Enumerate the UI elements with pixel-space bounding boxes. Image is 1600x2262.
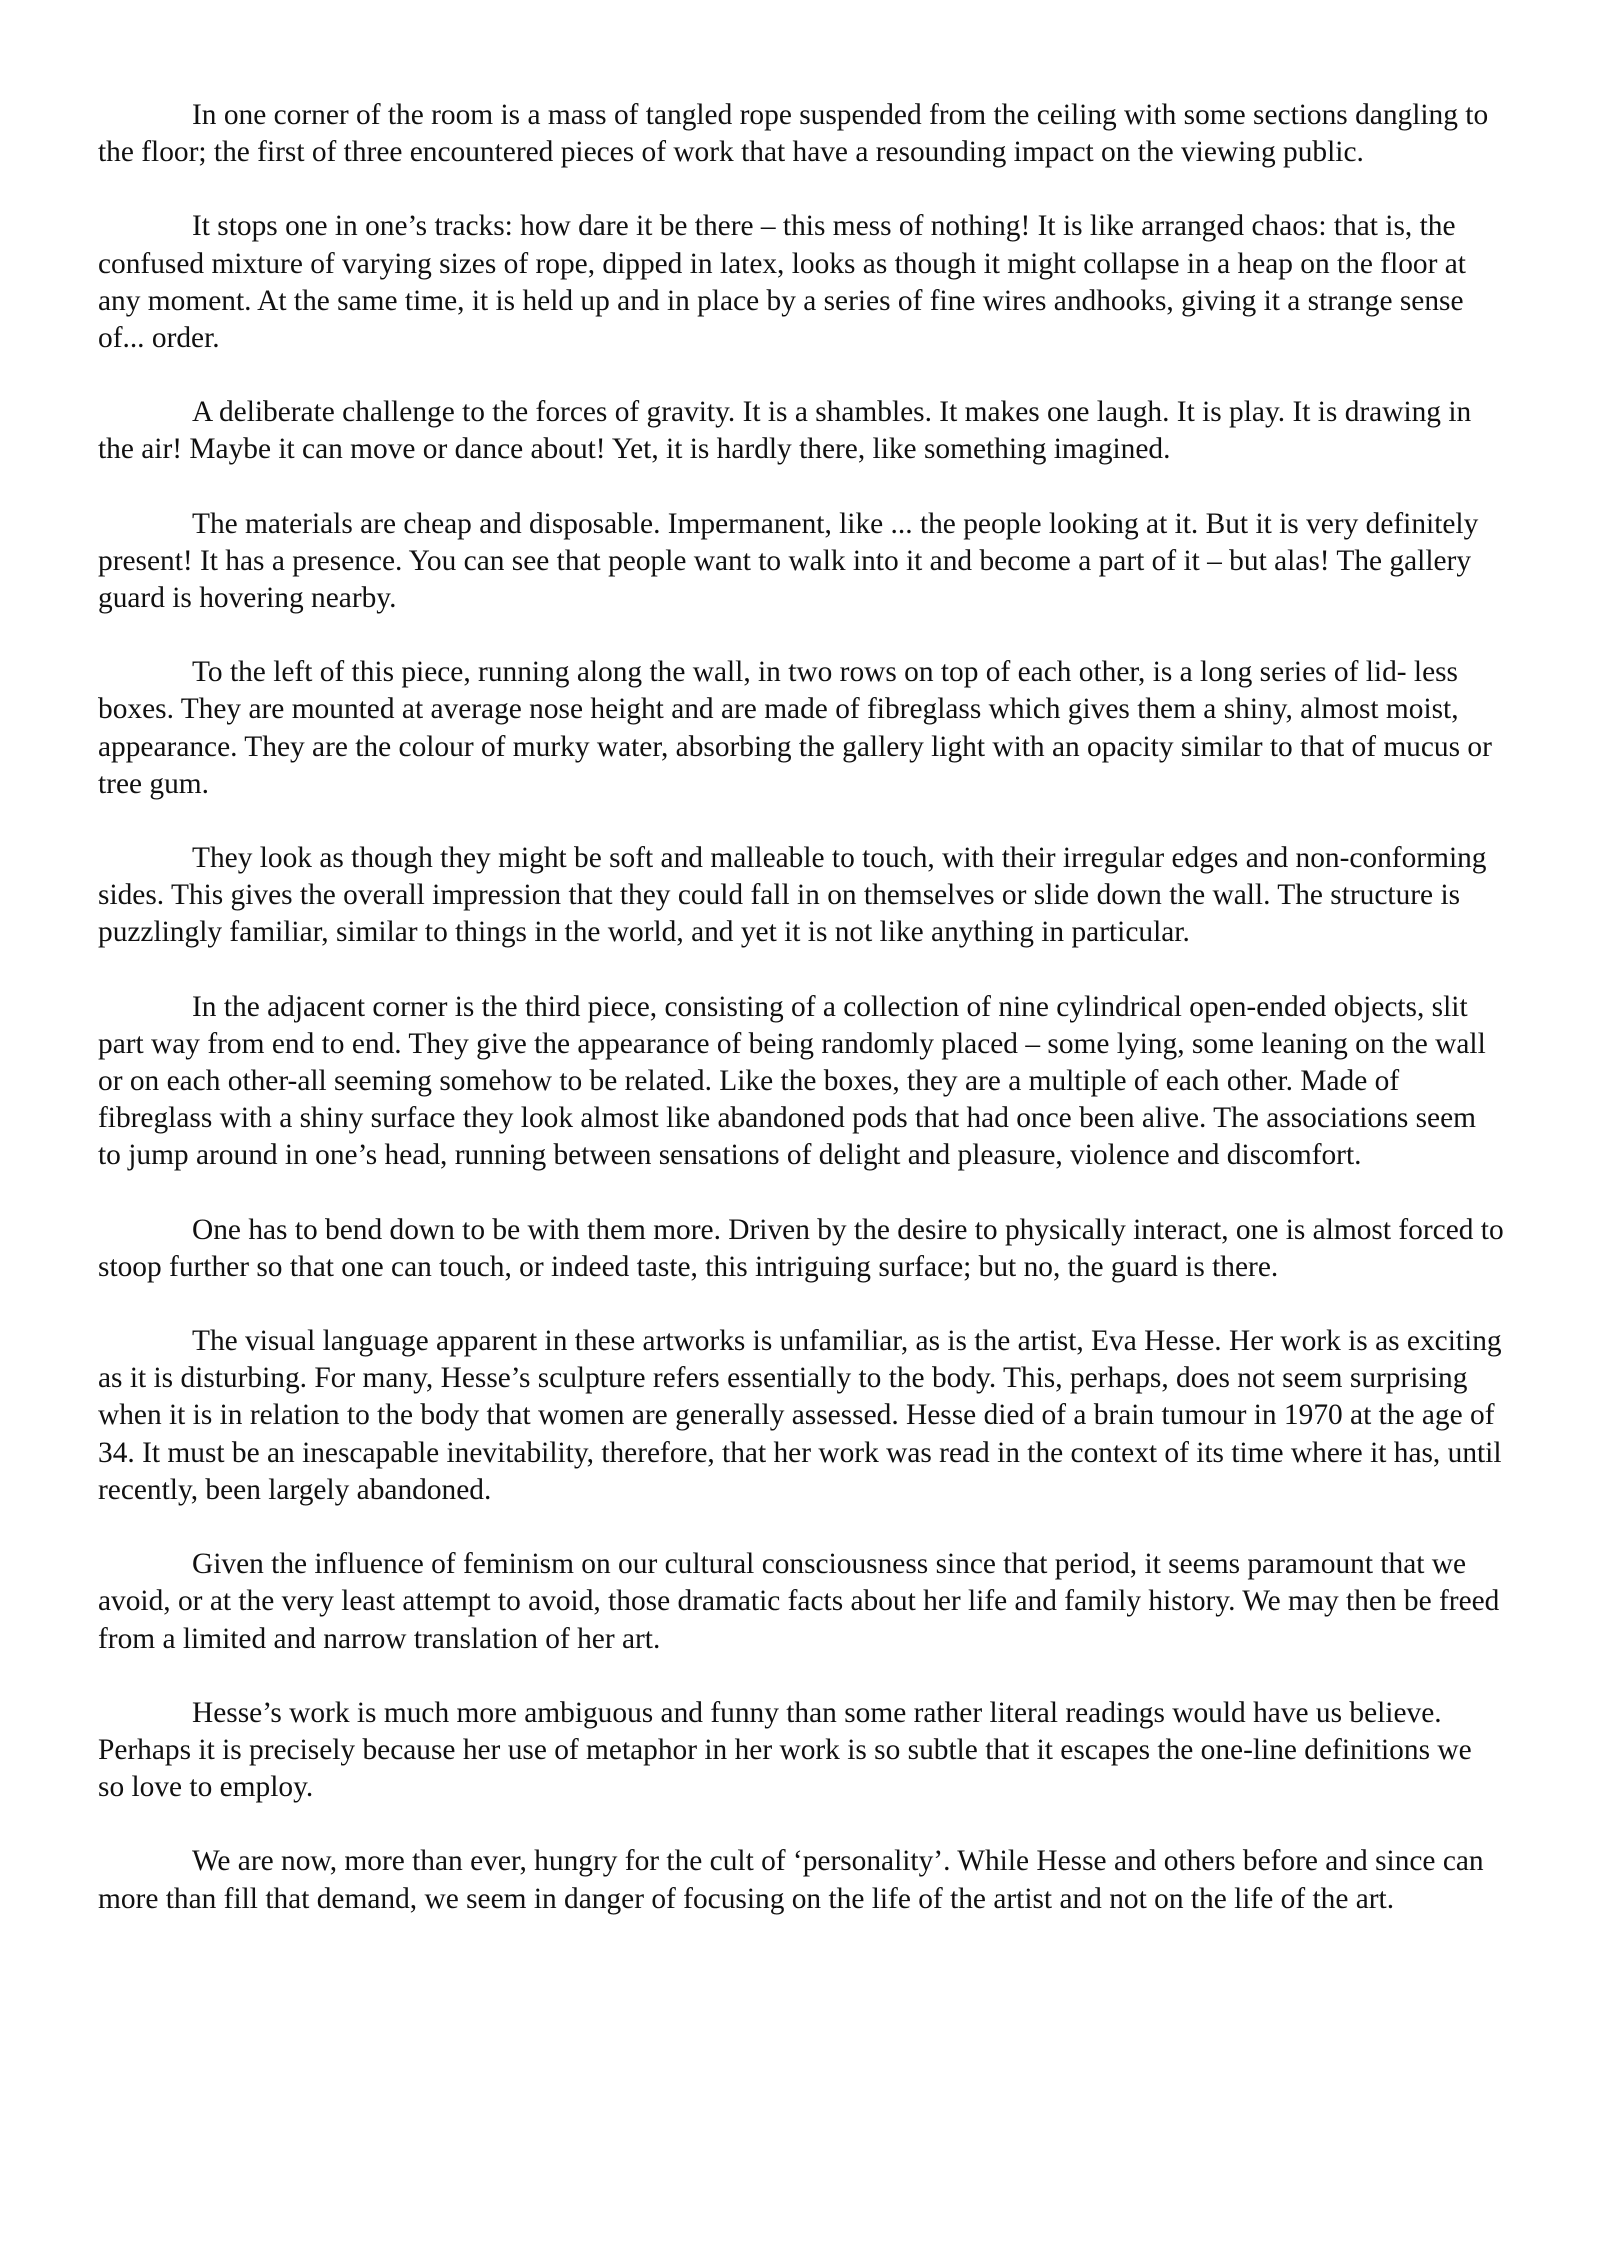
- paragraph-1: In one corner of the room is a mass of tangled rope suspended from the ceiling with some sections dangling to the floor; the first of three encountered pieces of work that have a resounding impact on the viewing public.: [98, 99, 1489, 169]
- paragraph-7: In the adjacent corner is the third piece, consisting of a collection of nine cylindrical open-ended objects, slit part way from end to end. They give the appearance of being randomly placed – some lying, some leaning on the wall or on each other-all seeming somehow to be related. Like the boxes, they are a multiple of each other. Made of fibreglass with a shiny surface they look almost like abandoned pods that had once been alive. The associations seem to jump around in one’s head, running between sensations of delight and pleasure, violence and discomfort.: [98, 990, 1486, 1172]
- paragraph-9: The visual language apparent in these artworks is unfamiliar, as is the artist, Eva Hesse. Her work is as exciting as it is disturbing. For many, Hesse’s sculpture refers essentially to the body. This, perhaps, does not seem surprising when it is in relation to the body that women are generally assessed. Hesse died of a brain tumour in 1970 at the age of 34. It must be an inescapable inevitability, therefore, that her work was read in the context of its time where it has, until recently, been largely abandoned.: [98, 1325, 1502, 1506]
- paragraph-12: We are now, more than ever, hungry for the cult of ‘personality’. While Hesse and others before and since can more than fill that demand, we seem in danger of focusing on the life of the artist and not on the life of the art.: [98, 1845, 1484, 1915]
- paragraph-2: It stops one in one’s tracks: how dare it be there – this mess of nothing! It is like arranged chaos: that is, the confused mixture of varying sizes of rope, dipped in latex, looks as though it might collapse in a heap on the floor at any moment. At the same time, it is held up and in place by a series of fine wires andhooks, giving it a strange sense of... order.: [98, 210, 1466, 355]
- paragraph-8: One has to bend down to be with them more. Driven by the desire to physically interact, one is almost forced to stoop further so that one can touch, or indeed taste, this intriguing surface; but no, the guard is there.: [98, 1213, 1504, 1283]
- paragraph-5: To the left of this piece, running along the wall, in two rows on top of each other, is a long series of lid- less boxes. They are mounted at average nose height and are made of fibreglass which gives them a shiny, almost moist, appearance. They are the colour of murky water, absorbing the gallery light with an opacity similar to that of mucus or tree gum.: [98, 656, 1492, 800]
- paragraph-3: A deliberate challenge to the forces of gravity. It is a shambles. It makes one laugh. It is play. It is drawing in the air! Maybe it can move or dance about! Yet, it is hardly there, like something imagined.: [98, 396, 1472, 466]
- paragraph-4: The materials are cheap and disposable. Impermanent, like ... the people looking at it. But it is very definitely present! It has a presence. You can see that people want to walk into it and become a part of it – but alas! The gallery guard is hovering nearby.: [98, 507, 1479, 615]
- paragraph-11: Hesse’s work is much more ambiguous and funny than some rather literal readings would have us believe. Perhaps it is precisely because her use of metaphor in her work is so subtle that it escapes the one-line definitions we so love to employ.: [98, 1696, 1472, 1804]
- paragraph-10: Given the influence of feminism on our cultural consciousness since that period, it seems paramount that we avoid, or at the very least attempt to avoid, those dramatic facts about her life and family history. We may then be freed from a limited and narrow translation of her art.: [98, 1548, 1500, 1655]
- paragraph-6: They look as though they might be soft and malleable to touch, with their irregular edges and non-conforming sides. This gives the overall impression that they could fall in on themselves or slide down the wall. The structure is puzzlingly familiar, similar to things in the world, and yet it is not like anything in particular.: [98, 842, 1487, 949]
